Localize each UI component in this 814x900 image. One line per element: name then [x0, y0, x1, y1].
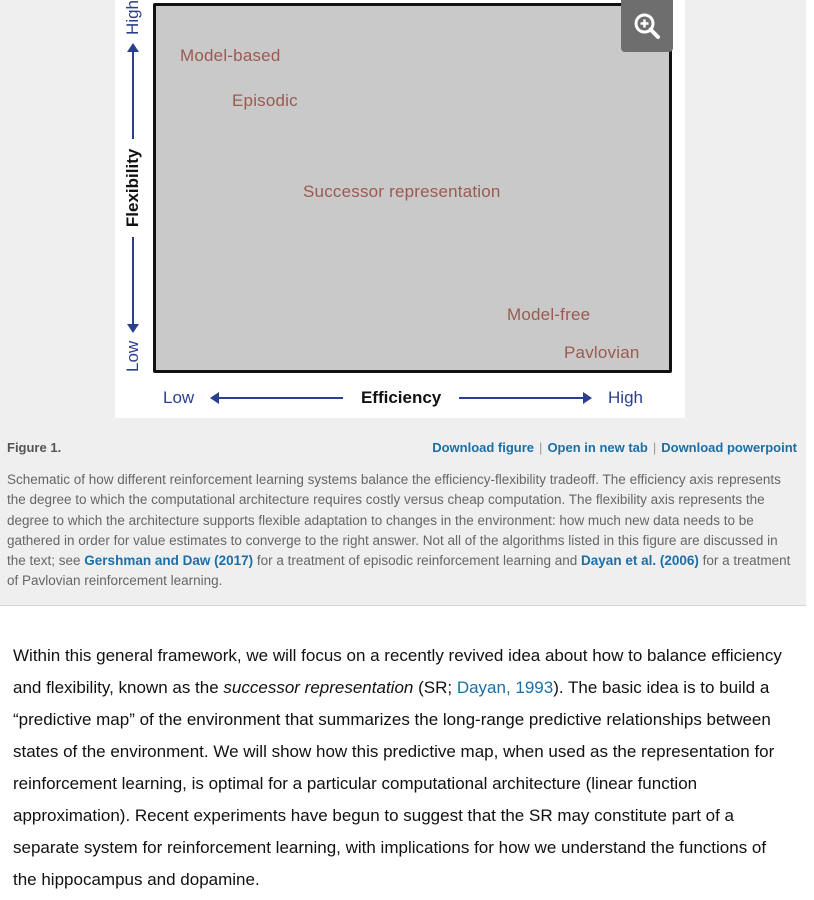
caption-text-1: Schematic of how different reinforcement learning systems balance the efficiency-flexibility tradeoff. The efficiency axis represents the degree to which the computational architecture requires costly versus cheap computation. The flexibility axis represents the degree to which the architecture supports flexible adaptation to changes in the environment: how much new data needs to be gathered in order for value estimates to converge to the right answer. Not all of the algorithms listed in this figure are discussed in the text; see [7, 472, 781, 569]
y-axis-title: Flexibility [123, 148, 142, 228]
body-emphasis: successor representation [223, 678, 414, 697]
figure-caption [7, 470, 797, 592]
download-powerpoint-link[interactable]: Download powerpoint [661, 440, 797, 455]
x-axis [163, 385, 643, 411]
x-axis-high-label: High [608, 388, 643, 407]
link-separator: | [539, 440, 543, 455]
x-axis-arrow-left [212, 397, 343, 399]
open-new-tab-link[interactable]: Open in new tab [547, 440, 648, 455]
body-text-1: Within this general framework, we will focus on a recently revived idea about how to balance efficiency and flexibility, known as the [13, 646, 782, 697]
y-axis-arrow-down [132, 237, 134, 331]
download-figure-link[interactable]: Download figure [432, 440, 535, 455]
link-separator: | [652, 440, 657, 455]
zoom-button[interactable] [621, 0, 673, 52]
y-axis-arrow-up [132, 45, 134, 139]
x-axis-title: Efficiency [360, 388, 442, 407]
x-axis-low-label: Low [163, 388, 195, 407]
body-text-3: ). The basic idea is to build a “predictive map” of the environment that summarizes the long-range predictive relationships between states of the environment. We will show how this predictive map, when used as the representation for reinforcement learning, is optimal for a particular computational architecture (linear function approximation). Recent experiments have begun to suggest that the SR may constitute part of a separate system for reinforcement learning, with implications for how we understand the functions of the hippocampus and dopamine. [13, 678, 775, 889]
x-axis-arrow-right [459, 397, 590, 399]
figure-links [432, 440, 797, 455]
caption-text-3: for a treatment of Pavlovian reinforcement learning. [7, 553, 791, 589]
label-model-free: Model-free [507, 305, 591, 324]
ref-gershman-daw-link[interactable]: Gershman and Daw (2017) [84, 553, 254, 569]
zoom-in-icon [632, 11, 662, 41]
plot-area [153, 3, 672, 373]
y-axis-high-label: High [123, 0, 142, 35]
y-axis [115, 0, 151, 372]
ref-dayan-1993-link[interactable]: Dayan, 1993 [456, 678, 554, 697]
body-paragraph [13, 640, 793, 896]
label-successor-representation: Successor representation [303, 182, 501, 201]
label-model-based: Model-based [180, 46, 281, 65]
caption-header [7, 440, 797, 455]
y-axis-low-label: Low [123, 340, 142, 372]
figure-label: Figure 1. [7, 440, 62, 455]
label-episodic: Episodic [232, 91, 298, 110]
body-text-2: (SR; [413, 678, 457, 697]
figure-image [115, 0, 685, 418]
ref-dayan-2006-link[interactable]: Dayan et al. (2006) [581, 553, 699, 569]
label-pavlovian: Pavlovian [564, 343, 640, 362]
caption-text-2: for a treatment of episodic reinforcement learning and [253, 553, 582, 569]
